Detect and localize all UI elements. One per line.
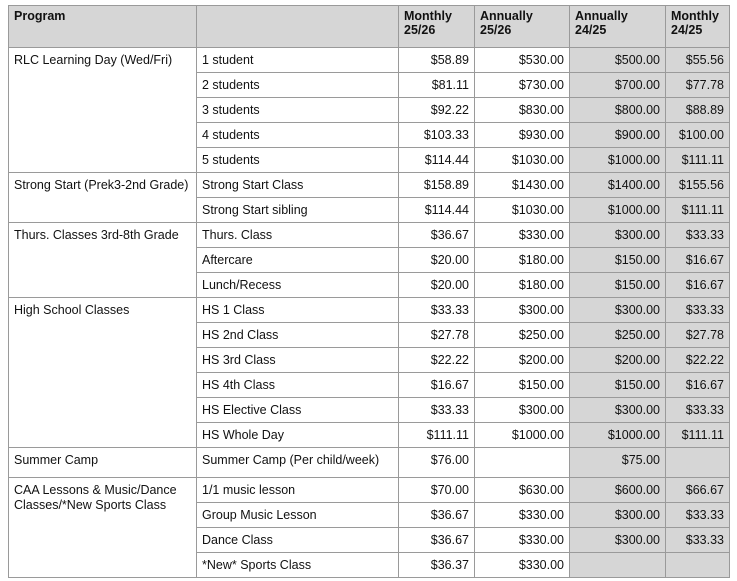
annually-2425-price: $800.00 (570, 98, 666, 123)
annually-2526-price: $330.00 (475, 223, 570, 248)
table-row (9, 448, 730, 478)
annually-2425-price: $200.00 (570, 348, 666, 373)
program-name: Thurs. Classes 3rd-8th Grade (9, 223, 197, 298)
monthly-2526-price: $36.67 (399, 223, 475, 248)
monthly-2425-price: $16.67 (666, 373, 730, 398)
annually-2425-price: $250.00 (570, 323, 666, 348)
item-name: *New* Sports Class (197, 553, 399, 578)
annually-2526-price (475, 448, 570, 478)
monthly-2526-price: $20.00 (399, 248, 475, 273)
item-name: HS Whole Day (197, 423, 399, 448)
annually-2425-price: $1000.00 (570, 148, 666, 173)
annually-2526-price: $300.00 (475, 398, 570, 423)
monthly-2425-price: $111.11 (666, 423, 730, 448)
item-name: HS Elective Class (197, 398, 399, 423)
item-name: Group Music Lesson (197, 503, 399, 528)
table-row (9, 298, 730, 323)
item-name: HS 1 Class (197, 298, 399, 323)
table-row (9, 48, 730, 73)
header-annually-2526 (475, 6, 570, 48)
monthly-2526-price: $22.22 (399, 348, 475, 373)
item-name: HS 3rd Class (197, 348, 399, 373)
monthly-2425-price: $16.67 (666, 248, 730, 273)
monthly-2526-price: $16.67 (399, 373, 475, 398)
header-monthly-2425-line2: 24/25 (671, 23, 703, 37)
item-name: Summer Camp (Per child/week) (197, 448, 399, 478)
annually-2526-price: $830.00 (475, 98, 570, 123)
monthly-2526-price: $76.00 (399, 448, 475, 478)
monthly-2425-price: $33.33 (666, 223, 730, 248)
monthly-2526-price: $36.67 (399, 528, 475, 553)
annually-2526-price: $1000.00 (475, 423, 570, 448)
header-monthly-2526 (399, 6, 475, 48)
annually-2526-price: $530.00 (475, 48, 570, 73)
monthly-2526-price: $33.33 (399, 298, 475, 323)
program-name: High School Classes (9, 298, 197, 448)
monthly-2526-price: $114.44 (399, 198, 475, 223)
annually-2425-price: $300.00 (570, 398, 666, 423)
monthly-2425-price (666, 448, 730, 478)
monthly-2425-price: $33.33 (666, 528, 730, 553)
annually-2425-price: $700.00 (570, 73, 666, 98)
annually-2425-price: $900.00 (570, 123, 666, 148)
monthly-2425-price: $111.11 (666, 198, 730, 223)
monthly-2526-price: $158.89 (399, 173, 475, 198)
item-name: 5 students (197, 148, 399, 173)
annually-2526-price: $1430.00 (475, 173, 570, 198)
annually-2425-price: $1400.00 (570, 173, 666, 198)
header-monthly-2425 (666, 6, 730, 48)
table-row (9, 478, 730, 503)
annually-2526-price: $1030.00 (475, 198, 570, 223)
annually-2425-price: $500.00 (570, 48, 666, 73)
header-annually-2425-line2: 24/25 (575, 23, 607, 37)
item-name: Strong Start Class (197, 173, 399, 198)
annually-2425-price: $300.00 (570, 223, 666, 248)
monthly-2526-price: $33.33 (399, 398, 475, 423)
header-item (197, 6, 399, 48)
annually-2526-price: $300.00 (475, 298, 570, 323)
header-annually-2425 (570, 6, 666, 48)
monthly-2425-price: $77.78 (666, 73, 730, 98)
monthly-2526-price: $20.00 (399, 273, 475, 298)
monthly-2425-price: $27.78 (666, 323, 730, 348)
monthly-2526-price: $27.78 (399, 323, 475, 348)
program-name: Summer Camp (9, 448, 197, 478)
annually-2425-price: $600.00 (570, 478, 666, 503)
table-row (9, 223, 730, 248)
monthly-2425-price: $33.33 (666, 398, 730, 423)
monthly-2425-price (666, 553, 730, 578)
program-name: Strong Start (Prek3-2nd Grade) (9, 173, 197, 223)
annually-2526-price: $150.00 (475, 373, 570, 398)
program-name: RLC Learning Day (Wed/Fri) (9, 48, 197, 173)
monthly-2526-price: $81.11 (399, 73, 475, 98)
monthly-2425-price: $155.56 (666, 173, 730, 198)
pricing-table (8, 5, 730, 578)
annually-2425-price: $300.00 (570, 528, 666, 553)
item-name: Thurs. Class (197, 223, 399, 248)
annually-2526-price: $630.00 (475, 478, 570, 503)
monthly-2425-price: $66.67 (666, 478, 730, 503)
header-annually-2526-line1: Annually (480, 9, 533, 23)
item-name: Dance Class (197, 528, 399, 553)
item-name: 1/1 music lesson (197, 478, 399, 503)
annually-2526-price: $330.00 (475, 553, 570, 578)
monthly-2425-price: $55.56 (666, 48, 730, 73)
annually-2526-price: $330.00 (475, 528, 570, 553)
table-row (9, 173, 730, 198)
annually-2526-price: $180.00 (475, 273, 570, 298)
item-name: 3 students (197, 98, 399, 123)
monthly-2526-price: $92.22 (399, 98, 475, 123)
annually-2425-price: $300.00 (570, 298, 666, 323)
item-name: 2 students (197, 73, 399, 98)
header-row (9, 6, 730, 48)
item-name: Strong Start sibling (197, 198, 399, 223)
monthly-2425-price: $33.33 (666, 503, 730, 528)
annually-2425-price: $150.00 (570, 248, 666, 273)
table-body (9, 48, 730, 578)
item-name: 4 students (197, 123, 399, 148)
annually-2425-price: $1000.00 (570, 423, 666, 448)
header-annually-2425-line1: Annually (575, 9, 628, 23)
header-monthly-2526-line1: Monthly (404, 9, 452, 23)
annually-2425-price: $75.00 (570, 448, 666, 478)
monthly-2425-price: $111.11 (666, 148, 730, 173)
header-monthly-2526-line2: 25/26 (404, 23, 436, 37)
header-annually-2526-line2: 25/26 (480, 23, 512, 37)
monthly-2425-price: $88.89 (666, 98, 730, 123)
annually-2526-price: $180.00 (475, 248, 570, 273)
monthly-2425-price: $22.22 (666, 348, 730, 373)
annually-2425-price (570, 553, 666, 578)
monthly-2526-price: $36.37 (399, 553, 475, 578)
header-program: Program (9, 6, 197, 48)
monthly-2425-price: $100.00 (666, 123, 730, 148)
monthly-2425-price: $33.33 (666, 298, 730, 323)
annually-2526-price: $330.00 (475, 503, 570, 528)
annually-2425-price: $150.00 (570, 373, 666, 398)
annually-2526-price: $730.00 (475, 73, 570, 98)
program-name: CAA Lessons & Music/Dance Classes/*New Sports Class (9, 478, 197, 578)
item-name: Lunch/Recess (197, 273, 399, 298)
item-name: HS 2nd Class (197, 323, 399, 348)
annually-2526-price: $1030.00 (475, 148, 570, 173)
annually-2526-price: $930.00 (475, 123, 570, 148)
monthly-2526-price: $103.33 (399, 123, 475, 148)
monthly-2526-price: $36.67 (399, 503, 475, 528)
pricing-table-container (8, 5, 730, 578)
monthly-2526-price: $70.00 (399, 478, 475, 503)
annually-2425-price: $1000.00 (570, 198, 666, 223)
annually-2425-price: $150.00 (570, 273, 666, 298)
annually-2526-price: $250.00 (475, 323, 570, 348)
item-name: 1 student (197, 48, 399, 73)
monthly-2526-price: $114.44 (399, 148, 475, 173)
header-monthly-2425-line1: Monthly (671, 9, 719, 23)
monthly-2526-price: $111.11 (399, 423, 475, 448)
annually-2526-price: $200.00 (475, 348, 570, 373)
item-name: Aftercare (197, 248, 399, 273)
monthly-2425-price: $16.67 (666, 273, 730, 298)
monthly-2526-price: $58.89 (399, 48, 475, 73)
annually-2425-price: $300.00 (570, 503, 666, 528)
item-name: HS 4th Class (197, 373, 399, 398)
